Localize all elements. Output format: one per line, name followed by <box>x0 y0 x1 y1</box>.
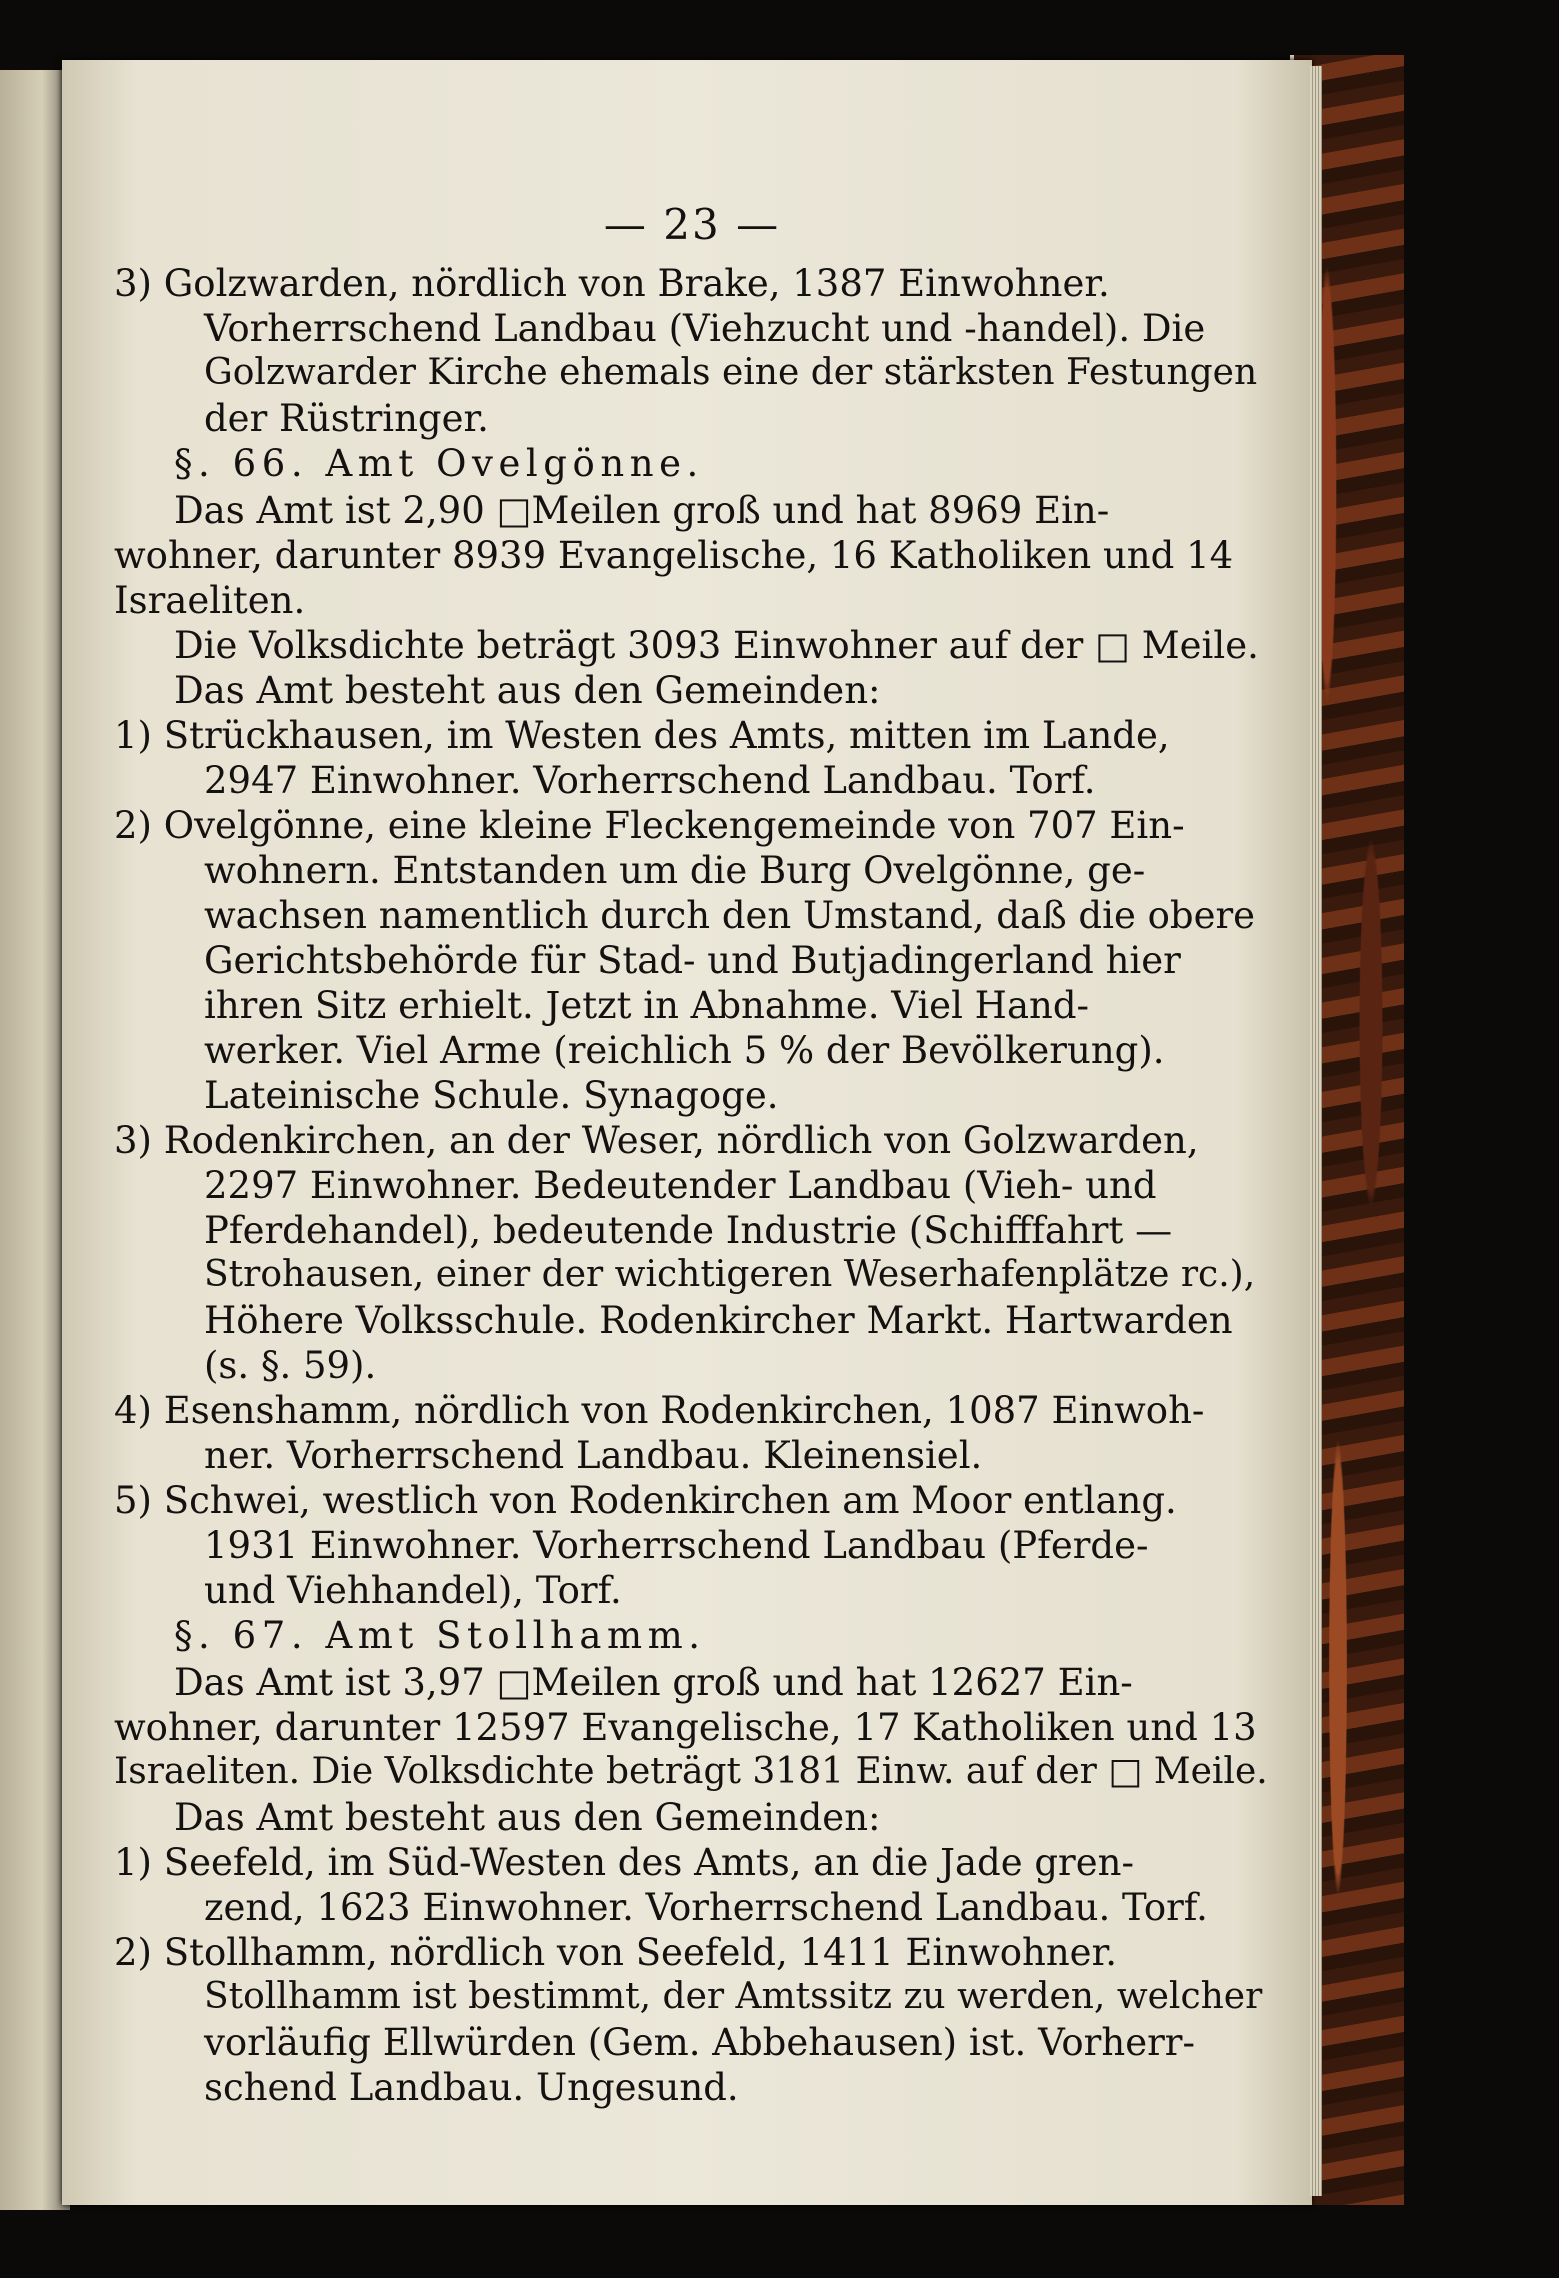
text-line: Strohausen, einer der wichtigeren Weserhafenplätze rc.), <box>204 1254 1256 1295</box>
text-line: 3) Rodenkirchen, an der Weser, nördlich von Golzwarden, <box>114 1119 1199 1162</box>
text-line: Pferdehandel), bedeutende Industrie (Schifffahrt — <box>204 1209 1173 1252</box>
text-line: der Rüstringer. <box>204 397 489 440</box>
text-line: 1) Seefeld, im Süd-Westen des Amts, an die Jade gren- <box>114 1841 1134 1884</box>
section-heading: §. 67. Amt Stollhamm. <box>174 1614 706 1657</box>
text-line: Das Amt ist 2,90 □Meilen groß und hat 8969 Ein- <box>174 489 1110 532</box>
text-line: 3) Golzwarden, nördlich von Brake, 1387 Einwohner. <box>114 262 1110 305</box>
book-page <box>62 60 1312 2205</box>
previous-page-edge <box>0 70 70 2210</box>
text-line: 4) Esenshamm, nördlich von Rodenkirchen, 1087 Einwoh- <box>114 1389 1205 1432</box>
page-stack-edge <box>1310 66 1322 2196</box>
text-line: wohner, darunter 12597 Evangelische, 17 Katholiken und 13 <box>114 1706 1257 1749</box>
text-line: Höhere Volksschule. Rodenkircher Markt. Hartwarden <box>204 1299 1233 1342</box>
text-line: Das Amt ist 3,97 □Meilen groß und hat 12627 Ein- <box>174 1661 1133 1704</box>
text-line: (s. §. 59). <box>204 1344 377 1387</box>
text-line: Israeliten. Die Volksdichte beträgt 3181 Einw. auf der □ Meile. <box>114 1751 1268 1792</box>
text-line: 2) Stollhamm, nördlich von Seefeld, 1411 Einwohner. <box>114 1931 1117 1974</box>
text-line: 2) Ovelgönne, eine kleine Fleckengemeinde von 707 Ein- <box>114 804 1185 847</box>
text-line: vorläufig Ellwürden (Gem. Abbehausen) ist. Vorherr- <box>204 2021 1195 2064</box>
text-line: 1) Strückhausen, im Westen des Amts, mitten im Lande, <box>114 714 1170 757</box>
text-line: ner. Vorherrschend Landbau. Kleinensiel. <box>204 1434 983 1477</box>
section-heading: §. 66. Amt Ovelgönne. <box>174 442 704 485</box>
text-line: zend, 1623 Einwohner. Vorherrschend Landbau. Torf. <box>204 1886 1208 1929</box>
text-line: Golzwarder Kirche ehemals eine der stärksten Festungen <box>204 352 1258 393</box>
text-line: Das Amt besteht aus den Gemeinden: <box>174 1796 881 1839</box>
text-line: werker. Viel Arme (reichlich 5 % der Bevölkerung). <box>204 1029 1165 1072</box>
text-line: 2947 Einwohner. Vorherrschend Landbau. Torf. <box>204 759 1096 802</box>
text-line: ihren Sitz erhielt. Jetzt in Abnahme. Viel Hand- <box>204 984 1090 1027</box>
text-line: 5) Schwei, westlich von Rodenkirchen am Moor entlang. <box>114 1479 1177 1522</box>
text-line: Gerichtsbehörde für Stad- und Butjadingerland hier <box>204 939 1181 982</box>
text-line: Die Volksdichte beträgt 3093 Einwohner auf der □ Meile. <box>174 624 1259 667</box>
page-number: — 23 — <box>603 200 781 249</box>
text-line: schend Landbau. Ungesund. <box>204 2066 739 2109</box>
text-line: wohnern. Entstanden um die Burg Ovelgönne, ge- <box>204 849 1146 892</box>
text-line: und Viehhandel), Torf. <box>204 1569 622 1612</box>
text-line: wohner, darunter 8939 Evangelische, 16 Katholiken und 14 <box>114 534 1234 577</box>
text-line: Israeliten. <box>114 579 306 622</box>
text-line: Das Amt besteht aus den Gemeinden: <box>174 669 881 712</box>
text-line: wachsen namentlich durch den Umstand, daß die obere <box>204 894 1256 937</box>
text-line: Lateinische Schule. Synagoge. <box>204 1074 779 1117</box>
text-line: 1931 Einwohner. Vorherrschend Landbau (Pferde- <box>204 1524 1149 1567</box>
text-line: Vorherrschend Landbau (Viehzucht und -handel). Die <box>204 307 1206 350</box>
text-line: 2297 Einwohner. Bedeutender Landbau (Vieh- und <box>204 1164 1157 1207</box>
text-line: Stollhamm ist bestimmt, der Amtssitz zu werden, welcher <box>204 1976 1263 2017</box>
